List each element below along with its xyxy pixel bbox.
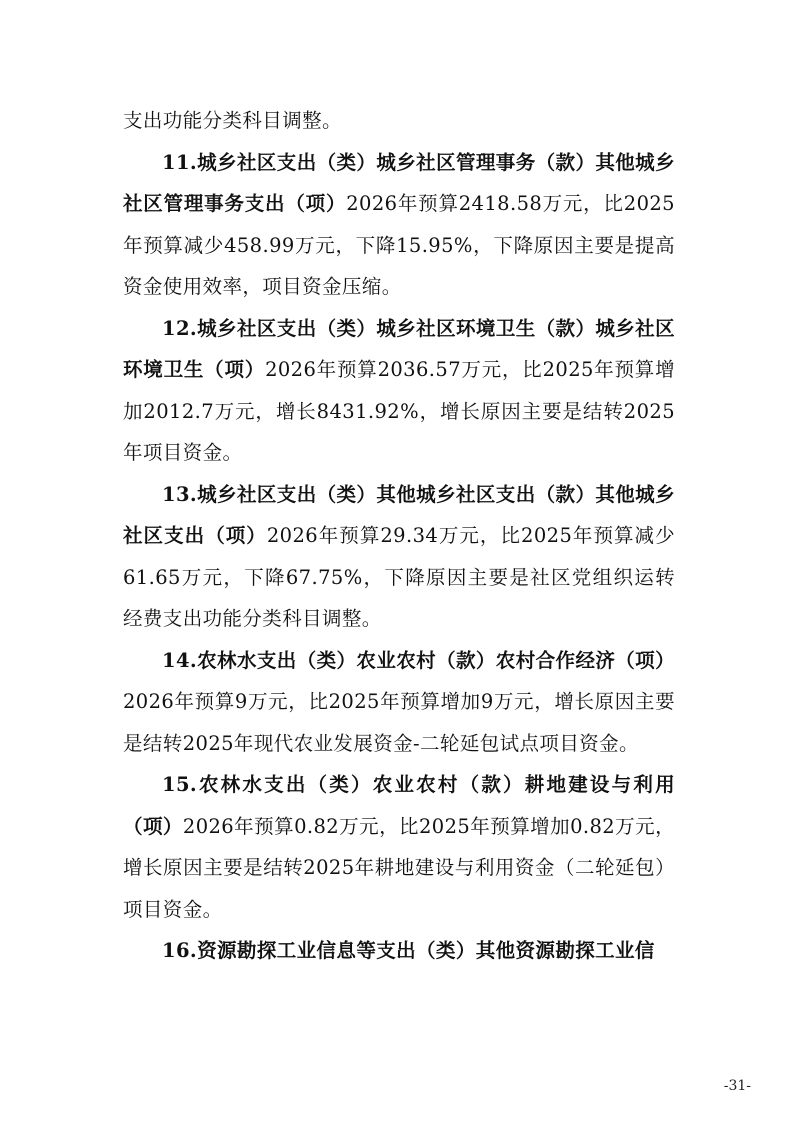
paragraph-13 bbox=[123, 474, 675, 640]
paragraph-heading: 11.城乡社区支出（类）城乡社区管理事务（款）其他城乡社区管理事务支出（项） bbox=[123, 150, 675, 215]
paragraph-heading: 13.城乡社区支出（类）其他城乡社区支出（款）其他城乡社区支出（项） bbox=[123, 482, 675, 547]
paragraph-heading: 15.农林水支出（类）农业农村（款）耕地建设与利用（项） bbox=[123, 773, 675, 838]
paragraph-body: 2026年预算9万元，比2025年预算增加9万元，增长原因主要是结转2025年现代农业发展资金-二轮延包试点项目资金。 bbox=[123, 690, 675, 755]
paragraph-14 bbox=[123, 640, 675, 765]
paragraph-16 bbox=[123, 930, 675, 972]
paragraph-heading: 16.资源勘探工业信息等支出（类）其他资源勘探工业信 bbox=[162, 939, 655, 962]
paragraph-heading: 12.城乡社区支出（类）城乡社区环境卫生（款）城乡社区环境卫生（项） bbox=[123, 316, 675, 381]
paragraph-body: 2026年预算2036.57万元，比2025年预算增加2012.7万元，增长8431.92%，增长原因主要是结转2025年项目资金。 bbox=[123, 358, 675, 464]
page-number: -31- bbox=[723, 1078, 751, 1094]
document-body bbox=[123, 100, 675, 972]
paragraph-heading: 14.农林水支出（类）农业农村（款）农村合作经济（项） bbox=[162, 648, 675, 672]
paragraph-11 bbox=[123, 142, 675, 308]
paragraph-15 bbox=[123, 764, 675, 930]
paragraph-body: 2026年预算0.82万元，比2025年预算增加0.82万元，增长原因主要是结转2025年耕地建设与利用资金（二轮延包）项目资金。 bbox=[123, 814, 675, 921]
paragraph-12 bbox=[123, 308, 675, 474]
paragraph-body: 2026年预算2418.58万元，比2025年预算减少458.99万元，下降15.95%，下降原因主要是提高资金使用效率，项目资金压缩。 bbox=[123, 192, 675, 298]
paragraph-body: 支出功能分类科目调整。 bbox=[123, 109, 342, 132]
paragraph-body: 2026年预算29.34万元，比2025年预算减少61.65万元，下降67.75%，下降原因主要是社区党组织运转经费支出功能分类科目调整。 bbox=[123, 524, 675, 630]
paragraph-10-continuation bbox=[123, 100, 675, 142]
